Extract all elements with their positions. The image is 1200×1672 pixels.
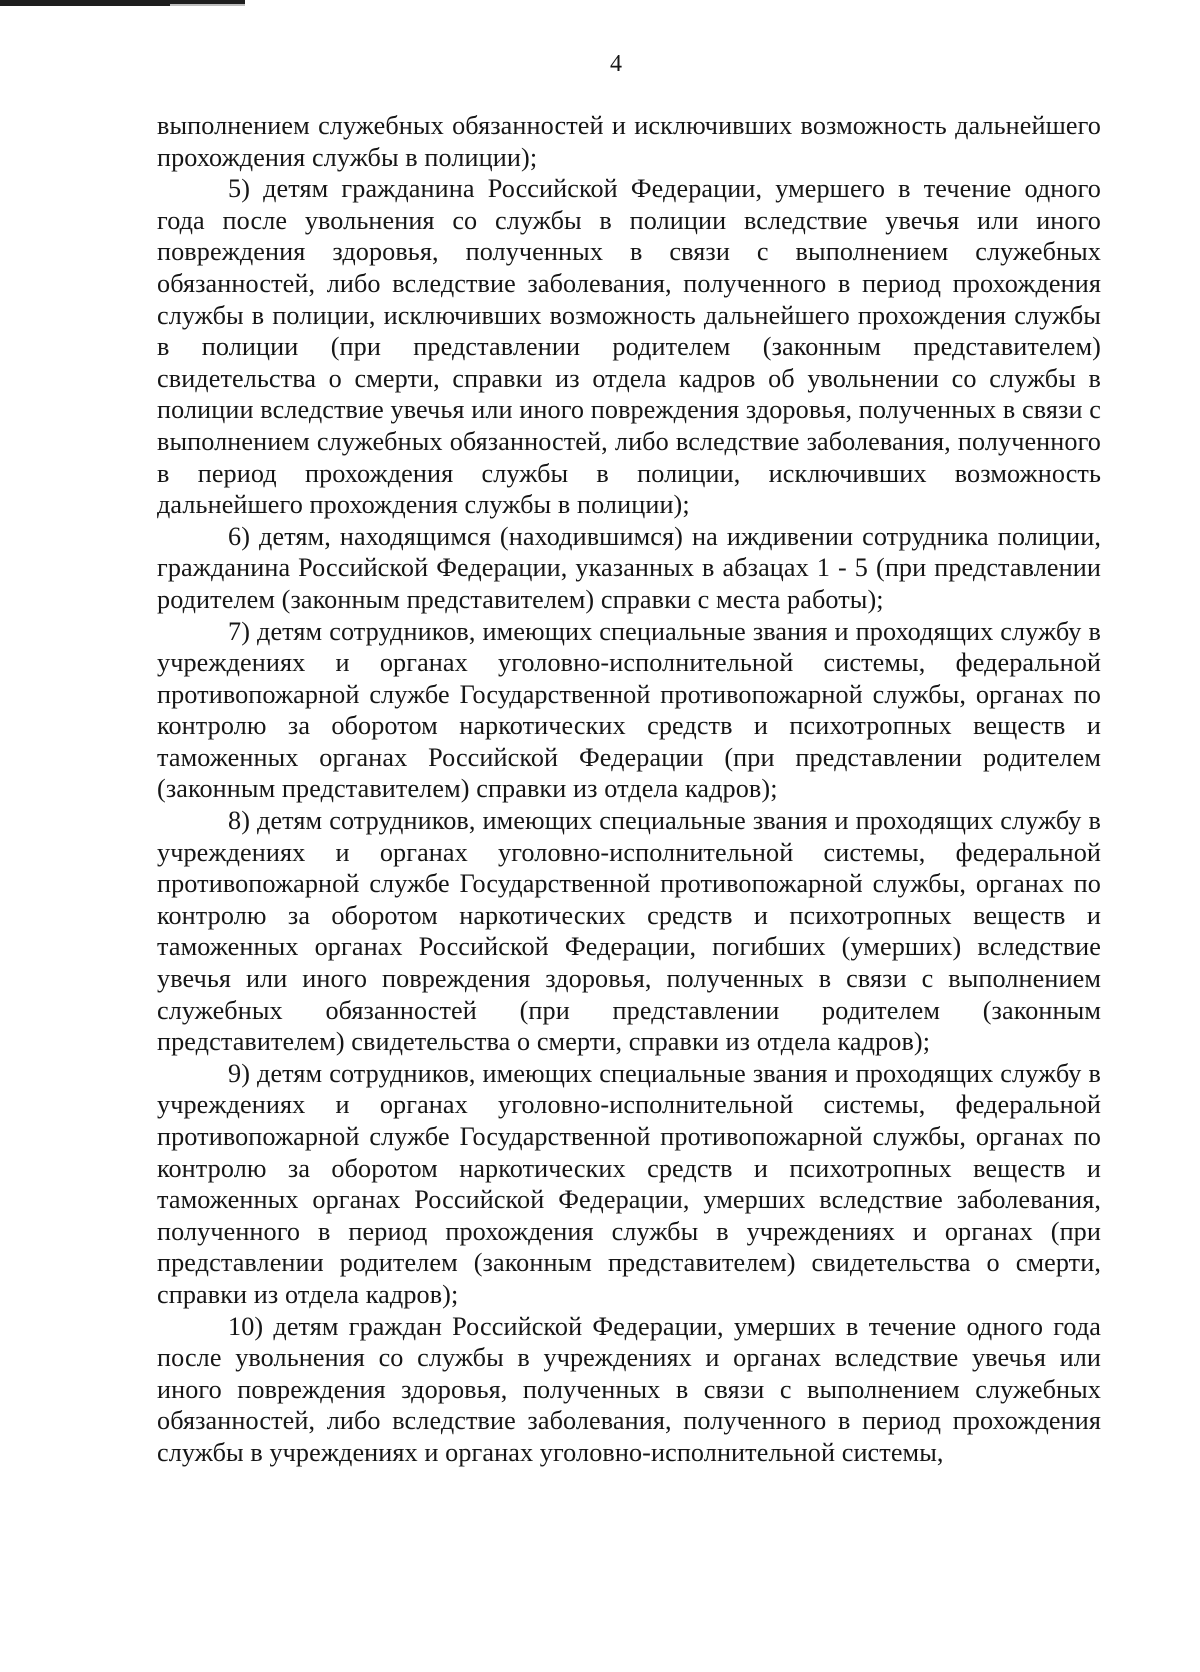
paragraph-item-6: 6) детям, находящимся (находившимся) на иждивении сотрудника полиции, гражданина Российской Федерации, указанных в абзацах 1 - 5 (при представлении родителем (законным представителем) справки с места работы); (157, 521, 1101, 614)
paragraph-continuation: выполнением служебных обязанностей и исключивших возможность дальнейшего прохождения службы в полиции); (157, 111, 1101, 172)
paragraph-item-10: 10) детям граждан Российской Федерации, умерших в течение одного года после увольнения со службы в учреждениях и органах вследствие увечья или иного повреждения здоровья, полученных в связи с выполнением служебных обязанностей, либо вследствие заболевания, полученного в период прохождения службы в учреждениях и органах уголовно-исполнительной системы, (157, 1311, 1101, 1467)
paragraph-item-9: 9) детям сотрудников, имеющих специальные звания и проходящих службу в учреждениях и органах уголовно-исполнительной системы, федеральной противопожарной службе Государственной противопожарной службы, органах по контролю за оборотом наркотических средств и психотропных веществ и таможенных органах Российской Федерации, умерших вследствие заболевания, полученного в период прохождения службы в учреждениях и органах (при представлении родителем (законным представителем) свидетельства о смерти, справки из отдела кадров); (157, 1058, 1101, 1309)
document-body (157, 110, 1101, 1469)
page-number: 4 (610, 51, 622, 77)
scan-edge-rule (0, 0, 245, 6)
paragraph-item-7: 7) детям сотрудников, имеющих специальные звания и проходящих службу в учреждениях и органах уголовно-исполнительной системы, федеральной противопожарной службе Государственной противопожарной службы, органах по контролю за оборотом наркотических средств и психотропных веществ и таможенных органах Российской Федерации (при представлении родителем (законным представителем) справки из отдела кадров); (157, 616, 1101, 804)
paragraph-item-8: 8) детям сотрудников, имеющих специальные звания и проходящих службу в учреждениях и органах уголовно-исполнительной системы, федеральной противопожарной службе Государственной противопожарной службы, органах по контролю за оборотом наркотических средств и психотропных веществ и таможенных органах Российской Федерации, погибших (умерших) вследствие увечья или иного повреждения здоровья, полученных в связи с выполнением служебных обязанностей (при представлении родителем (законным представителем) свидетельства о смерти, справки из отдела кадров); (157, 806, 1101, 1057)
paragraph-item-5: 5) детям гражданина Российской Федерации, умершего в течение одного года после увольнения со службы в полиции вследствие увечья или иного повреждения здоровья, полученных в связи с выполнением служебных обязанностей, либо вследствие заболевания, полученного в период прохождения службы в полиции, исключивших возможность дальнейшего прохождения службы в полиции (при представлении родителем (законным представителем) свидетельства о смерти, справки из отдела кадров об увольнении со службы в полиции вследствие увечья или иного повреждения здоровья, полученных в связи с выполнением служебных обязанностей, либо вследствие заболевания, полученного в период прохождения службы в полиции, исключивших возможность дальнейшего прохождения службы в полиции); (157, 174, 1101, 520)
